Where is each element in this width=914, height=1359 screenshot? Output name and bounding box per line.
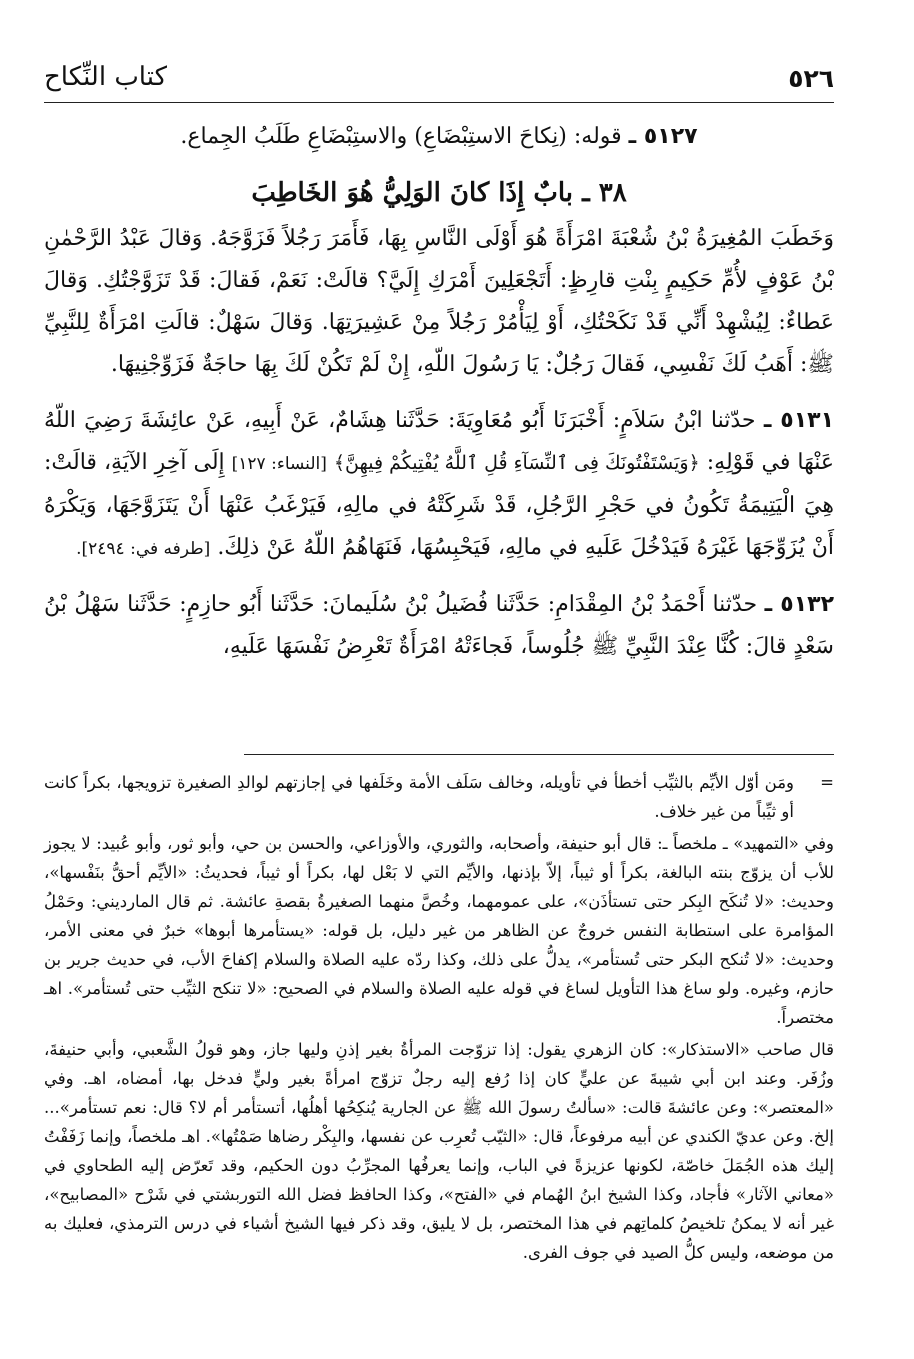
hadith-5127 — [44, 116, 834, 158]
hadith-5132 — [44, 584, 834, 668]
running-title: كتاب النِّكاح — [44, 62, 167, 92]
chapter-heading: ٣٨ ـ بابٌ إِذَا كانَ الوَلِيُّ هُوَ الخَاطِبَ — [251, 178, 627, 208]
spacer — [44, 570, 834, 584]
hadith-text: حدّثنا أَحْمَدُ بْنُ المِقْدَامِ: حَدَّثَنا فُضَيلُ بْنُ سُلَيمانَ: حَدَّثَنا أَبُو حازِمٍ: حَدَّثَنا سَهْلُ بْنُ سَعْدٍ قالَ: كُنَّا عِنْدَ النَّبِيِّ ﷺ جُلُوساً، فَجاءَتْهُ امْرَأَةٌ تَعْرِضُ نَفْسَهَا عَلَيهِ، — [44, 592, 834, 659]
footnote-divider — [244, 754, 834, 755]
footnote-paragraph: قال صاحب «الاستذكار»: كان الزهري يقول: إذا تزوّجت المرأةُ بغير إذنِ وليها جاز، وهو قولُ الشَّعبي، وأبي حنيفةَ، وزُفَر. وعند ابن أبي شيبةَ عن عليٍّ كان إذا رُفع إليه رجلٌ تزوّج امرأةً بغير وليٍّ فدخل بها، أمضاه، اهـ. وفي «المعتصر»: وعن عائشةَ قالت: «سألتُ رسولَ الله ﷺ عن الجارية يُنكِحُها أهلُها، أتستأمر أم لا؟ قال: نعم تستأمر»... إلخ. وعن عديّ الكندي عن أبيه مرفوعاً، قال: «الثيّب تُعرِب عن نفسها، والبِكْر رضاها صَمْتُها». اهـ ملخصاً، وإنما زَفَفْتُ إليك هذه الجُمَلَ خاصّة، لكونها عزيزةً في الباب، وإنما يعرفُها المجرِّبُ دون الحكيم، وقد تَعرّض إليه الطحاوي في «معاني الآثار» فأجاد، وكذا الشيخ ابنُ الهُمام في «الفتح»، وكذا الحافظ فضل الله التوربشتي في شَرْح «المصابيح»، غير أنه لا يمكنُ تلخيصُ كلماتِهم في هذا المختصر، بل لا يليق، وقد ذكر فيها الشيخ أشياء في درس الترمذي، فعليك به من موضعه، وليس كلُّ الصيد في جوف الفرى. — [44, 1040, 834, 1262]
hadith-5131 — [44, 400, 834, 570]
page-number: ٥٢٦ — [788, 64, 834, 93]
quran-reference: [النساء: ١٢٧] — [231, 454, 327, 474]
hadith-number: ٥١٢٧ ـ — [628, 124, 698, 149]
hadith-number: ٥١٣٢ ـ — [764, 592, 834, 617]
page-header — [44, 58, 834, 100]
footnotes — [44, 768, 834, 1270]
spacer — [44, 386, 834, 400]
footnote-paragraph: وفي «التمهيد» ـ ملخصاً ـ: قال أبو حنيفة، وأصحابه، والثوري، والأوزاعي، والحسن بن حي، وأبو ثور، وأبو عُبيد: لا يجوز للأب أن يزوّج بنته البالغة، بكراً أو ثيباً، إلاّ بإذنها، والأيِّم التي لا بَعْل لها، بكراً أو ثيباً، فحديثُ: «الأيِّم أحقُّ بنَفْسها»، وحديث: «لا تُنكَح البِكر حتى تستأذَن»، على عمومهما، وخُصَّ منهما الصغيرةُ بقصةِ عائشة. ثم قال المارديني: وحَمْلُ المؤامرة على استطابة النفس خروجٌ عن الظاهر من غير دليل، بل قوله: «يستأمرها أبوها» خبرٌ في معنى الأمر، وحديث: «لا تُنكح البكر حتى تُستأمر»، يدلُّ على ذلك، وكذا ردّه عليه الصلاة والسلام إكفاحَ الأب، في حديث جرير بن حازم، وغيره. ولو ساغ هذا التأويل لساغ في قوله عليه الصلاة والسلام في الصحيح: «لا تنكح الثيِّب حتى تُستأمر». اهـ مختصراً. — [44, 834, 834, 1027]
header-divider — [44, 102, 834, 103]
continuation-mark: = — [820, 773, 834, 792]
quran-verse: ﴿وَيَسْتَفْتُونَكَ فِى ٱلنِّسَآءِ قُلِ ٱللَّهُ يُفْتِيكُمْ فِيهِنَّ﴾ — [333, 452, 700, 474]
hadith-number: ٥١٣١ ـ — [763, 408, 834, 433]
hadith-text-continued: إِلَى آخِرِ الآيَةِ، قالَتْ: هِيَ الْيَتِيمَةُ تَكُونُ في حَجْرِ الرَّجُلِ، قَدْ شَرِكَتْهُ في مالِهِ، فَيَرْغَبُ عَنْهَا أَنْ يَتَزَوَّجَهَا، وَيَكْرَهُ أَنْ يُزَوِّجَهَا غَيْرَهُ فَيَدْخُلَ عَلَيهِ في مالِهِ، فَيَحْبِسُهَا، فَنَهَاهُمُ اللّهُ عَنْ ذلِكَ. — [44, 450, 834, 560]
hadith-text: قوله: (نِكاحَ الاستِبْضَاعِ) والاستِبْضَاعِ طَلَبُ الجِماع. — [180, 124, 622, 149]
footnote-paragraph: ومَن أوّل الأيِّم بالثيِّب أخطأ في تأويله، وخالف سَلَف الأمة وخَلَفها في إجازتهم لوالدِ الصغيرة تزويجها، بكراً كانت أو ثيِّباً من غير خلاف. — [44, 773, 794, 821]
cross-reference: [طرفه في: ٢٤٩٤]. — [76, 539, 211, 559]
hadith-text: حدّثنا ابْنُ سَلاَمٍ: أَخْبَرَنَا أَبُو مُعَاوِيَةَ: حَدَّثَنا هِشَامٌ، عَنْ أَبِيهِ، عَنْ عائِشَةَ رَضِيَ اللّهُ عَنْهَا في قَوْلِهِ: — [44, 408, 834, 475]
chapter-text: وَخَطَبَ المُغِيرَةُ بْنُ شُعْبَةَ امْرَأَةً هُوَ أَوْلَى النَّاسِ بِهَا، فَأَمَرَ رَجُلاً فَزَوَّجَهُ. وَقالَ عَبْدُ الرَّحْمٰنِ بْنُ عَوْفٍ لأُمِّ حَكِيمٍ بِنْتِ قارِظٍ: أَتَجْعَلِينَ أَمْرَكِ إِلَيَّ؟ قالَتْ: نَعَمْ، فَقالَ: قَدْ تَزَوَّجْتُكِ. وَقالَ عَطاءٌ: لِيُشْهِدْ أَنِّي قَدْ نَكَحْتُكِ، أَوْ لِيَأْمُرْ رَجُلاً مِنْ عَشِيرَتِهَا. وَقالَ سَهْلٌ: قالَتِ امْرَأَةٌ لِلنَّبِيِّ ﷺ: أَهَبُ لَكَ نَفْسِي، فَقالَ رَجُلٌ: يَا رَسُولَ اللّهِ، إِنْ لَمْ تَكُنْ لَكَ بِهَا حاجَةٌ فَزَوِّجْنِيهَا. — [44, 226, 834, 377]
main-text — [44, 116, 834, 668]
